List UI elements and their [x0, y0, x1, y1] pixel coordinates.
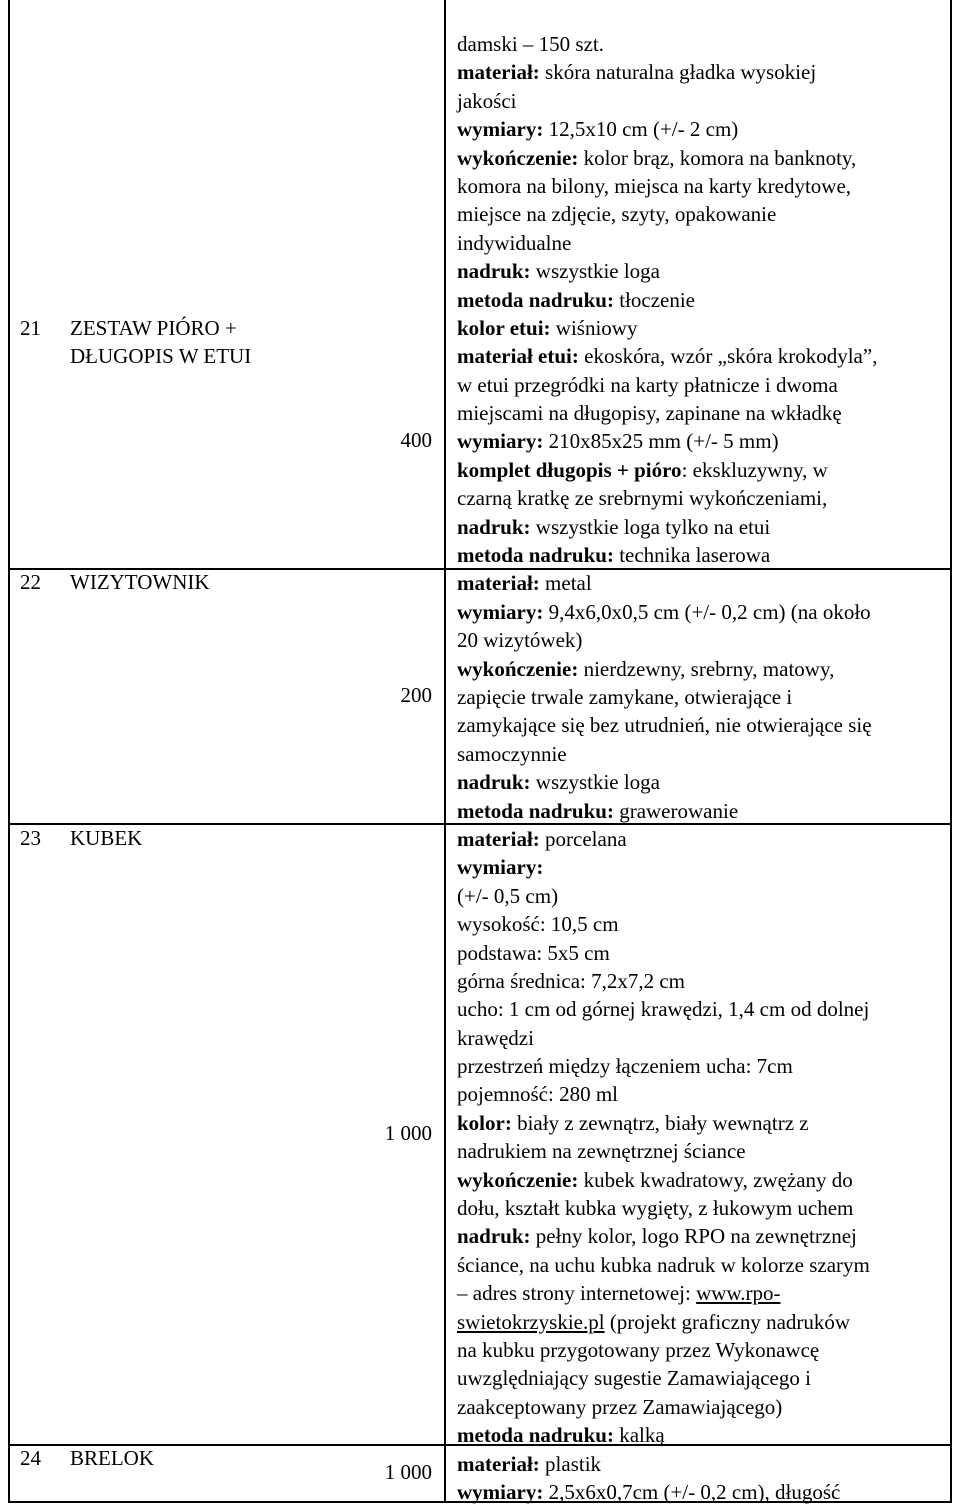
description-line — [457, 87, 947, 115]
field-value: kubek kwadratowy, zwężany do — [578, 1167, 853, 1192]
field-value: uwzględniający sugestie Zamawiającego i — [457, 1366, 811, 1391]
description-line — [457, 569, 947, 597]
field-value: zamykające się bez utrudnień, nie otwierające się — [457, 713, 872, 738]
field-label: nadruk: — [457, 770, 531, 795]
field-value: indywidualne — [457, 230, 572, 255]
description-line — [457, 1279, 947, 1307]
field-value: – adres strony internetowej: — [457, 1281, 697, 1306]
description-line — [457, 541, 947, 569]
field-value: miejsce na zdjęcie, szyty, opakowanie — [457, 202, 777, 227]
field-value: 12,5x10 cm (+/- 2 cm) — [543, 117, 739, 142]
field-label: komplet długopis + pióro — [457, 457, 682, 482]
description-line — [457, 1109, 947, 1137]
field-value: pełny kolor, logo RPO na zewnętrznej — [530, 1224, 857, 1249]
description-line — [457, 882, 947, 910]
field-value: 9,4x6,0x0,5 cm (+/- 0,2 cm) (na około — [543, 599, 871, 624]
item-name — [70, 314, 360, 370]
item-name-line: ZESTAW PIÓRO + — [70, 316, 237, 340]
field-label: kolor etui: — [457, 315, 551, 340]
field-value: technika laserowa — [613, 543, 771, 568]
description-line — [457, 456, 947, 484]
field-label: wymiary: — [457, 429, 544, 454]
field-value: podstawa: 5x5 cm — [457, 940, 610, 965]
description-line — [457, 967, 947, 995]
field-value: wysokość: 10,5 cm — [457, 912, 619, 937]
field-value: wiśniowy — [550, 315, 638, 340]
field-label: materiał: — [457, 1451, 540, 1476]
description-line — [457, 711, 947, 739]
description-line — [457, 399, 947, 427]
description-line — [457, 484, 947, 512]
field-value: przestrzeń między łączeniem ucha: 7cm — [457, 1054, 793, 1079]
field-label: metoda nadruku: — [457, 287, 614, 312]
field-value: : ekskluzywny, w — [681, 457, 828, 482]
item-quantity: 1 000 — [384, 1121, 432, 1145]
field-value: nierdzewny, srebrny, matowy, — [578, 656, 835, 681]
description-line — [457, 655, 947, 683]
product-spec-table — [8, 0, 952, 1505]
url-link[interactable]: swietokrzyskie.pl — [457, 1309, 605, 1334]
field-value: wszystkie loga tylko na etui — [530, 514, 771, 539]
field-label: materiał etui: — [457, 344, 579, 369]
item-name-line: WIZYTOWNIK — [70, 570, 210, 594]
field-label: metoda nadruku: — [457, 798, 614, 823]
row-number: 24 — [20, 1446, 41, 1470]
field-value: porcelana — [539, 826, 627, 851]
description-line — [457, 1251, 947, 1279]
description-line — [457, 797, 947, 825]
field-value: górna średnica: 7,2x7,2 cm — [457, 968, 686, 993]
field-value: zapięcie trwale zamykane, otwierające i — [457, 684, 793, 709]
field-label: wymiary: — [457, 855, 544, 880]
table-border-right — [950, 0, 952, 1503]
field-value: pojemność: 280 ml — [457, 1082, 618, 1107]
field-label: wymiary: — [457, 117, 544, 142]
description-line — [457, 229, 947, 257]
item-name — [70, 1444, 360, 1472]
description-line — [457, 513, 947, 541]
description-line — [457, 768, 947, 796]
field-label: materiał: — [457, 571, 540, 596]
field-value: jakości — [457, 88, 517, 113]
description-line — [457, 1166, 947, 1194]
field-label: nadruk: — [457, 1224, 531, 1249]
item-quantity: 400 — [400, 428, 432, 452]
field-value: wszystkie loga — [530, 259, 661, 284]
row-number: 23 — [20, 826, 41, 850]
field-value: plastik — [539, 1451, 602, 1476]
field-value: miejscami na długopisy, zapinane na wkładkę — [457, 401, 842, 426]
table-border-left — [8, 0, 10, 1503]
field-label: wykończenie: — [457, 145, 579, 170]
field-value: dołu, kształt kubka wygięty, z łukowym uchem — [457, 1196, 854, 1221]
description-line — [457, 144, 947, 172]
field-value: 210x85x25 mm (+/- 5 mm) — [543, 429, 779, 454]
field-value: grawerowanie — [613, 798, 739, 823]
field-value: ekoskóra, wzór „skóra krokodyla”, — [578, 344, 878, 369]
field-value: (projekt graficzny nadruków — [604, 1309, 851, 1334]
description-line — [457, 598, 947, 626]
item-quantity: 200 — [400, 683, 432, 707]
field-label: nadruk: — [457, 259, 531, 284]
item-name-line: KUBEK — [70, 826, 143, 850]
field-value: (+/- 0,5 cm) — [457, 883, 559, 908]
field-value: czarną kratkę ze srebrnymi wykończeniami, — [457, 486, 828, 511]
description-line — [457, 853, 947, 881]
description-line — [457, 1080, 947, 1108]
description-line — [457, 1137, 947, 1165]
field-label: materiał: — [457, 826, 540, 851]
field-label: wymiary: — [457, 1479, 544, 1504]
description-line — [457, 286, 947, 314]
field-value: komora na bilony, miejsca na karty kredytowe, — [457, 173, 852, 198]
description-line — [457, 1421, 947, 1449]
item-name-line: DŁUGOPIS W ETUI — [70, 344, 252, 368]
description-line — [457, 1364, 947, 1392]
description-line — [457, 427, 947, 455]
description-line — [457, 1450, 947, 1478]
field-label: materiał: — [457, 60, 540, 85]
row-number: 22 — [20, 570, 41, 594]
description-line — [457, 1393, 947, 1421]
description-line — [457, 683, 947, 711]
item-name — [70, 824, 360, 852]
description-line — [457, 172, 947, 200]
field-label: metoda nadruku: — [457, 543, 614, 568]
url-link[interactable]: www.rpo- — [696, 1281, 781, 1306]
field-value: tłoczenie — [613, 287, 695, 312]
field-value: w etui przegródki na karty płatnicze i dwoma — [457, 372, 838, 397]
description-line — [457, 1222, 947, 1250]
field-value: metal — [539, 571, 592, 596]
description-line — [457, 58, 947, 86]
description-line — [457, 30, 947, 58]
field-label: nadruk: — [457, 514, 531, 539]
field-value: kalką — [613, 1423, 665, 1448]
field-value: skóra naturalna gładka wysokiej — [539, 60, 817, 85]
description-line — [457, 825, 947, 853]
description-line — [457, 1336, 947, 1364]
item-name — [70, 568, 360, 596]
description-line — [457, 257, 947, 285]
description-column — [457, 30, 947, 1506]
description-line — [457, 1308, 947, 1336]
field-value: wszystkie loga — [530, 770, 661, 795]
field-value: na kubku przygotowany przez Wykonawcę — [457, 1337, 820, 1362]
description-line — [457, 1478, 947, 1506]
field-value: nadrukiem na zewnętrznej ściance — [457, 1139, 746, 1164]
description-line — [457, 115, 947, 143]
field-label: kolor: — [457, 1110, 512, 1135]
field-value: kolor brąz, komora na banknoty, — [578, 145, 857, 170]
field-value: 20 wizytówek) — [457, 628, 583, 653]
field-value: ucho: 1 cm od górnej krawędzi, 1,4 cm od dolnej — [457, 997, 870, 1022]
row-number: 21 — [20, 316, 41, 340]
field-label: wykończenie: — [457, 656, 579, 681]
description-line — [457, 626, 947, 654]
field-value: biały z zewnątrz, biały wewnątrz z — [511, 1110, 809, 1135]
field-value: ściance, na uchu kubka nadruk w kolorze szarym — [457, 1252, 870, 1277]
field-label: metoda nadruku: — [457, 1423, 614, 1448]
description-line — [457, 1024, 947, 1052]
field-value: damski – 150 szt. — [457, 32, 604, 56]
field-label: wykończenie: — [457, 1167, 579, 1192]
description-line — [457, 314, 947, 342]
description-line — [457, 1052, 947, 1080]
description-line — [457, 200, 947, 228]
field-value: 2,5x6x0,7cm (+/- 0,2 cm), długość — [543, 1479, 841, 1504]
field-label: wymiary: — [457, 599, 544, 624]
field-value: samoczynnie — [457, 741, 567, 766]
description-line — [457, 1194, 947, 1222]
description-line — [457, 995, 947, 1023]
item-name-line: BRELOK — [70, 1446, 154, 1470]
description-line — [457, 342, 947, 370]
description-line — [457, 740, 947, 768]
description-line — [457, 939, 947, 967]
description-line — [457, 371, 947, 399]
item-quantity: 1 000 — [384, 1460, 432, 1484]
field-value: zaakceptowany przez Zamawiającego) — [457, 1394, 783, 1419]
field-value: krawędzi — [457, 1025, 534, 1050]
description-line — [457, 910, 947, 938]
table-divider-desc — [444, 0, 446, 1503]
